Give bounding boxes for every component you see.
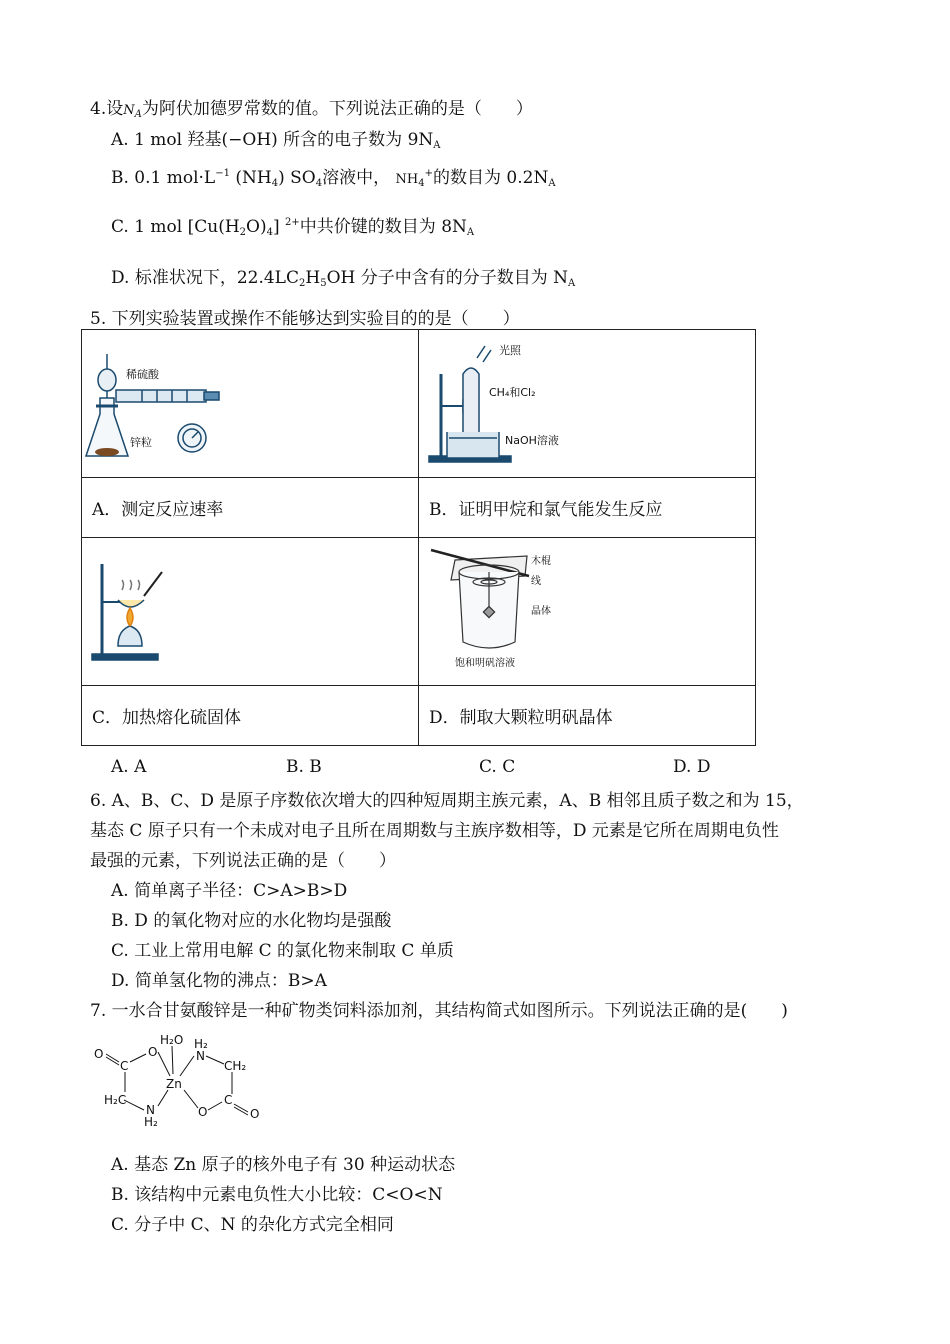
q7-option-a: A. 基态 Zn 原子的核外电子有 30 种运动状态 bbox=[111, 1155, 456, 1175]
q7-option-b: B. 该结构中元素电负性大小比较：C<O<N bbox=[111, 1185, 443, 1205]
atom-h2c: H₂C bbox=[104, 1093, 127, 1107]
atom-o-bottom: O bbox=[198, 1105, 208, 1119]
q7-stem: 7. 一水合甘氨酸锌是一种矿物类饲料添加剂，其结构简式如图所示。下列说法正确的是( ) bbox=[90, 1001, 788, 1021]
label-light: 光照 bbox=[499, 343, 521, 357]
label-b: B．证明甲烷和氯气能发生反应 bbox=[419, 478, 756, 538]
atom-n-bottom: N bbox=[146, 1103, 155, 1117]
figure-c-cell bbox=[82, 538, 419, 686]
atom-c-right: C bbox=[224, 1093, 233, 1107]
label-stick: 木棍 bbox=[531, 555, 551, 567]
label-crystal: 晶体 bbox=[531, 605, 551, 617]
q6-option-b: B. D 的氧化物对应的水化物均是强酸 bbox=[111, 911, 392, 931]
q5-stem: 5. 下列实验装置或操作不能够达到实验目的的是（ ） bbox=[90, 309, 520, 329]
atom-c-left: C bbox=[120, 1059, 129, 1073]
atom-n-top: N bbox=[196, 1049, 205, 1063]
atom-o-right: O bbox=[250, 1107, 260, 1121]
zinc-granules bbox=[95, 448, 119, 456]
zinc-glycinate-structure bbox=[88, 1026, 278, 1138]
label-dilute-acid: 稀硫酸 bbox=[126, 367, 159, 381]
q4-option-b: B. 0.1 $mol\cdot L^{-1}$ $(NH_4)$ $SO_4$溶液中， $NH_4^+$的数目为 $0.2N_A$ bbox=[111, 168, 556, 189]
alum-crystal-figure bbox=[419, 542, 719, 682]
atom-h2-bottom: H₂ bbox=[144, 1115, 158, 1129]
zinc-acid-apparatus-figure bbox=[82, 334, 382, 474]
answer-c: C. C bbox=[479, 757, 516, 777]
label-a: A．测定反应速率 bbox=[82, 478, 419, 538]
label-c: C．加热熔化硫固体 bbox=[82, 686, 419, 746]
q6-option-d: D. 简单氢化物的沸点：B>A bbox=[111, 971, 327, 991]
label-alum-solution: 饱和明矾溶液 bbox=[455, 657, 515, 669]
answer-a: A. A bbox=[111, 757, 147, 777]
atom-zn: Zn bbox=[166, 1077, 182, 1091]
sulfur-heating-figure bbox=[82, 542, 382, 682]
atom-ch2: CH₂ bbox=[224, 1059, 247, 1073]
q6-stem-line1: 6. A、B、C、D 是原子序数依次增大的四种短周期主族元素，A、B 相邻且质子数之和为 15， bbox=[90, 791, 804, 811]
methane-chlorine-figure bbox=[419, 334, 719, 474]
atom-h2-top: H₂ bbox=[194, 1037, 208, 1051]
q4-option-c: C. 1 mol $[Cu(H_2O)_4]$ $^{2+}$中共价键的数目为 $8N_A$ bbox=[111, 217, 475, 238]
figure-d-cell bbox=[419, 538, 756, 686]
q4-option-a: A. 1 mol 羟基(−OH) 所含的电子数为 $9N_A$ bbox=[111, 130, 441, 151]
answer-b: B. B bbox=[286, 757, 322, 777]
label-zinc: 锌粒 bbox=[130, 435, 152, 449]
experiment-table bbox=[81, 329, 756, 746]
figure-b-cell bbox=[419, 330, 756, 478]
q6-stem-line2: 基态 C 原子只有一个未成对电子且所在周期数与主族序数相等，D 元素是它所在周期电负性 bbox=[90, 821, 779, 841]
atom-h2o: H₂O bbox=[160, 1033, 184, 1047]
q6-option-a: A. 简单离子半径：C>A>B>D bbox=[111, 881, 348, 901]
atom-o-left: O bbox=[94, 1047, 104, 1061]
q6-stem-line3: 最强的元素，下列说法正确的是（ ） bbox=[90, 851, 396, 871]
figure-a-cell bbox=[82, 330, 419, 478]
q4-stem: 4.设$N_A$为阿伏加德罗常数的值。下列说法正确的是（ ） bbox=[90, 99, 533, 120]
label-d: D．制取大颗粒明矾晶体 bbox=[419, 686, 756, 746]
label-thread: 线 bbox=[531, 575, 541, 587]
label-gas: CH₄和Cl₂ bbox=[489, 385, 536, 399]
atom-o-top: O bbox=[148, 1045, 158, 1059]
q7-option-c: C. 分子中 C、N 的杂化方式完全相同 bbox=[111, 1215, 394, 1235]
label-naoh: NaOH溶液 bbox=[505, 433, 559, 447]
q4-option-d: D. 标准状况下，$22.4LC_2H_5OH$ 分子中含有的分子数目为 $N_A$ bbox=[111, 268, 576, 289]
q6-option-c: C. 工业上常用电解 C 的氯化物来制取 C 单质 bbox=[111, 941, 454, 961]
answer-d: D. D bbox=[673, 757, 711, 777]
